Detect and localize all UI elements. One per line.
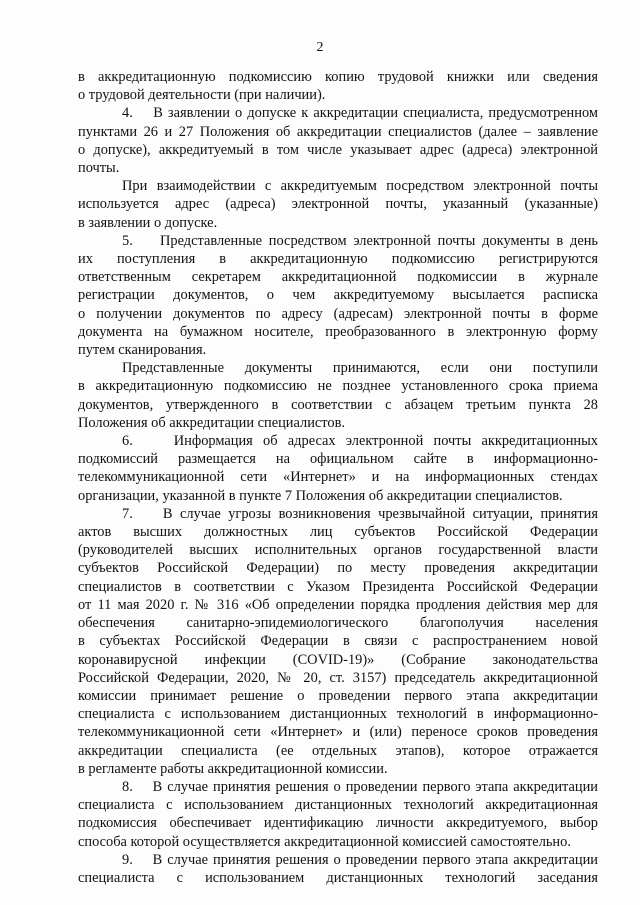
text-line: комиссии принимает решение о проведении первого этапа аккредитации: [78, 687, 598, 704]
text-line: 8. В случае принятия решения о проведении первого этапа аккредитации: [122, 778, 598, 795]
paragraph: [78, 232, 598, 359]
paragraph: [78, 778, 598, 851]
paragraph: [78, 177, 598, 232]
text-line: При взаимодействии с аккредитуемым посредством электронной почты: [122, 178, 598, 195]
paragraph: [78, 104, 598, 177]
text-line: регистрации документов, о чем аккредитуемому высылается расписка: [78, 287, 598, 304]
text-line: 5. Представленные посредством электронной почты документы в день: [122, 232, 598, 249]
text-line: Российской Федерации, 2020, № 20, ст. 3157) председатель аккредитационной: [78, 669, 598, 686]
text-line: коронавирусной инфекции (COVID-19)» (Собрание законодательства: [78, 651, 598, 668]
text-line: их поступления в аккредитационную подкомиссию регистрируются: [78, 251, 598, 268]
text-line: специалистов в соответствии с Указом Президента Российской Федерации: [78, 578, 598, 595]
text-line: пунктами 26 и 27 Положения об аккредитации специалистов (далее – заявление: [78, 123, 598, 140]
text-line: аккредитации специалиста (ее отдельных этапов), которое отражается: [78, 742, 598, 759]
paragraph: [78, 505, 598, 778]
text-line: 7. В случае угрозы возникновения чрезвычайной ситуации, принятия: [122, 505, 598, 522]
text-line: 4. В заявлении о допуске к аккредитации специалиста, предусмотренном: [122, 105, 598, 122]
text-line: почты.: [78, 160, 120, 177]
text-line: организации, указанной в пункте 7 Положения об аккредитации специалистов.: [78, 487, 563, 504]
text-line: субъектов Российской Федерации) по месту проведения аккредитации: [78, 560, 598, 577]
text-line: подкомиссия обеспечивает идентификацию личности аккредитуемого, выбор: [78, 815, 598, 832]
text-line: (руководителей высших исполнительных органов государственной власти: [78, 542, 598, 559]
text-line: 6. Информация об адресах электронной почты аккредитационных: [122, 433, 598, 450]
text-line: актов высших должностных лиц субъектов Российской Федерации: [78, 524, 598, 541]
page-number: 2: [316, 40, 324, 55]
paragraph: [78, 851, 598, 887]
text-line: в аккредитационную подкомиссию копию трудовой книжки или сведения: [78, 69, 598, 85]
text-line: документа на бумажном носителе, преобразованного в электронную форму: [78, 323, 598, 340]
text-line: специалиста с использованием дистанционных технологий в информационно-: [78, 706, 598, 723]
text-line: способа которой осуществляется аккредитационной комиссией самостоятельно.: [78, 833, 571, 850]
text-line: телекоммуникационной сети «Интернет» и на информационных стендах: [78, 469, 598, 486]
text-line: обеспечения санитарно-эпидемиологического благополучия населения: [78, 615, 598, 632]
text-line: документов, утвержденного в соответствии с абзацем третьим пункта 28: [78, 396, 598, 413]
text-line: в регламенте работы аккредитационной комиссии.: [78, 760, 388, 777]
text-line: специалиста с использованием дистанционных технологий заседания: [78, 869, 598, 886]
text-line: о трудовой деятельности (при наличии).: [78, 87, 326, 104]
paragraph: [78, 359, 598, 432]
text-line: ответственным секретарем аккредитационной подкомиссии в журнале: [78, 269, 598, 286]
text-line: Положения об аккредитации специалистов.: [78, 414, 345, 431]
paragraph: [78, 68, 598, 104]
text-line: от 11 мая 2020 г. № 316 «Об определении порядка продления действия мер для: [78, 596, 598, 613]
text-line: специалиста с использованием дистанционных технологий аккредитационная: [78, 797, 598, 814]
text-line: о допуске), аккредитуемый в том числе указывает адрес (адреса) электронной: [78, 141, 598, 158]
text-line: телекоммуникационной сети «Интернет» и (или) переносе сроков проведения: [78, 724, 598, 741]
document-body: [78, 68, 598, 887]
text-line: в субъектах Российской Федерации в связи с распространением новой: [78, 633, 598, 650]
text-line: путем сканирования.: [78, 342, 207, 359]
text-line: в аккредитационную подкомиссию не позднее установленного срока приема: [78, 378, 598, 395]
text-line: в заявлении о допуске.: [78, 214, 218, 231]
text-line: о получении документов по адресу (адресам) электронной почты в форме: [78, 305, 598, 322]
paragraph: [78, 432, 598, 505]
text-line: 9. В случае принятия решения о проведении первого этапа аккредитации: [122, 851, 598, 868]
text-line: Представленные документы принимаются, если они поступили: [122, 360, 598, 377]
text-line: используется адрес (адреса) электронной почты, указанный (указанные): [78, 196, 598, 213]
text-line: подкомиссий размещается на официальном сайте в информационно-: [78, 451, 598, 468]
